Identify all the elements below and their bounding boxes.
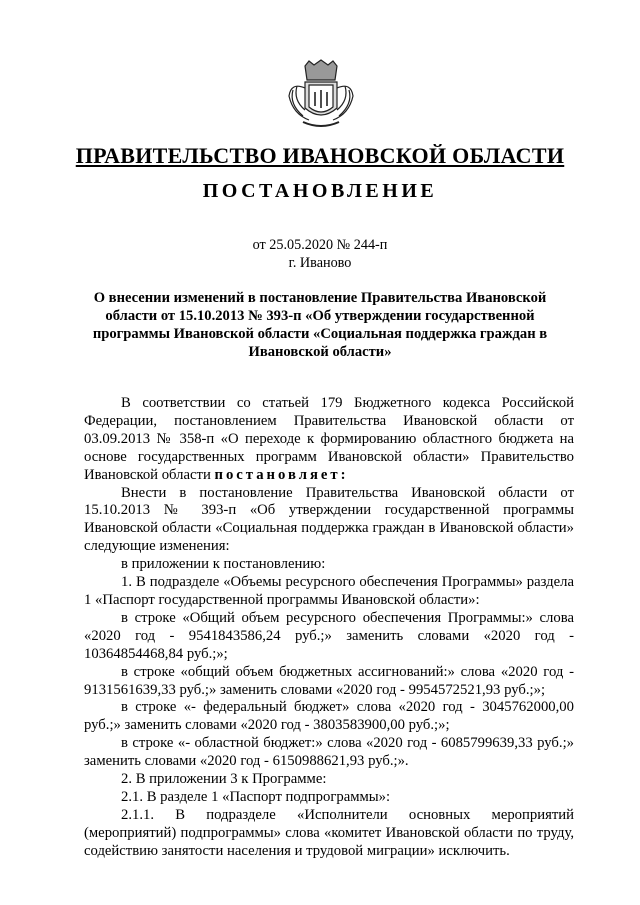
- body-paragraph: 1. В подразделе «Объемы ресурсного обеспечения Программы» раздела 1 «Паспорт государственной программы Ивановской области»:: [84, 574, 574, 608]
- document-body: [84, 395, 574, 861]
- body-paragraph: в строке «общий объем бюджетных ассигнований:» слова «2020 год - 9131561639,33 руб.;» заменить словами «2020 год - 9954572521,93 руб.;»;: [84, 663, 574, 698]
- body-paragraph: 2.1. В разделе 1 «Паспорт подпрограммы»:: [121, 788, 391, 805]
- decree-verb: постановляет: [214, 466, 341, 483]
- body-paragraph: в строке «- федеральный бюджет» слова «2020 год - 3045762000,00 руб.;» заменить словами «2020 год - 3803583900,00 руб.;»;: [84, 699, 574, 734]
- intro-text: В соответствии со статьей 179 Бюджетного кодекса Российской Федерации, постановлением Правительства Ивановской области от 03.09.2013 № 358-п «О переходе к формированию областного бюджета на основе государственных программ Ивановской области» Правительство Ивановской области: [84, 395, 574, 483]
- body-paragraph: 2.1.1. В подразделе «Исполнители основных мероприятий (мероприятий) подпрограммы» слова «комитет Ивановской области по труду, содействию занятости населения и трудовой миграции» исключить.: [84, 806, 574, 859]
- coat-of-arms-icon: [285, 58, 357, 130]
- body-paragraph: 2. В приложении 3 к Программе:: [121, 771, 327, 788]
- date-number: от 25.05.2020 № 244-п: [252, 237, 388, 253]
- intro-paragraph: [84, 395, 574, 485]
- body-paragraph: Внести в постановление Правительства Ивановской области от 15.10.2013 № 393-п «Об утверждении государственной программы Ивановской области «Социальная поддержка граждан в Ивановской области» следующие изменения:: [84, 484, 574, 555]
- body-paragraph: в строке «- областной бюджет:» слова «2020 год - 6085799639,33 руб.;» заменить словами «2020 год - 6150988621,93 руб.;».: [84, 735, 574, 770]
- body-paragraph: в приложении к постановлению:: [121, 556, 326, 573]
- document-meta: [0, 236, 640, 272]
- body-paragraph: в строке «Общий объем ресурсного обеспечения Программы:» слова «2020 год - 9541843586,24 руб.;» заменить словами «2020 год - 10364854468,84 руб.;»;: [84, 609, 574, 662]
- document-type: ПОСТАНОВЛЕНИЕ: [202, 180, 438, 202]
- city: г. Иваново: [288, 255, 352, 271]
- decree-colon: :: [340, 466, 349, 483]
- document-subject: О внесении изменений в постановление Правительства Ивановской области от 15.10.2013 № 393-п «Об утверждении государственной программы Ивановской области «Социальная поддержка граждан в Ивановской области»: [92, 290, 548, 360]
- government-title: ПРАВИТЕЛЬСТВО ИВАНОВСКОЙ ОБЛАСТИ: [75, 143, 565, 168]
